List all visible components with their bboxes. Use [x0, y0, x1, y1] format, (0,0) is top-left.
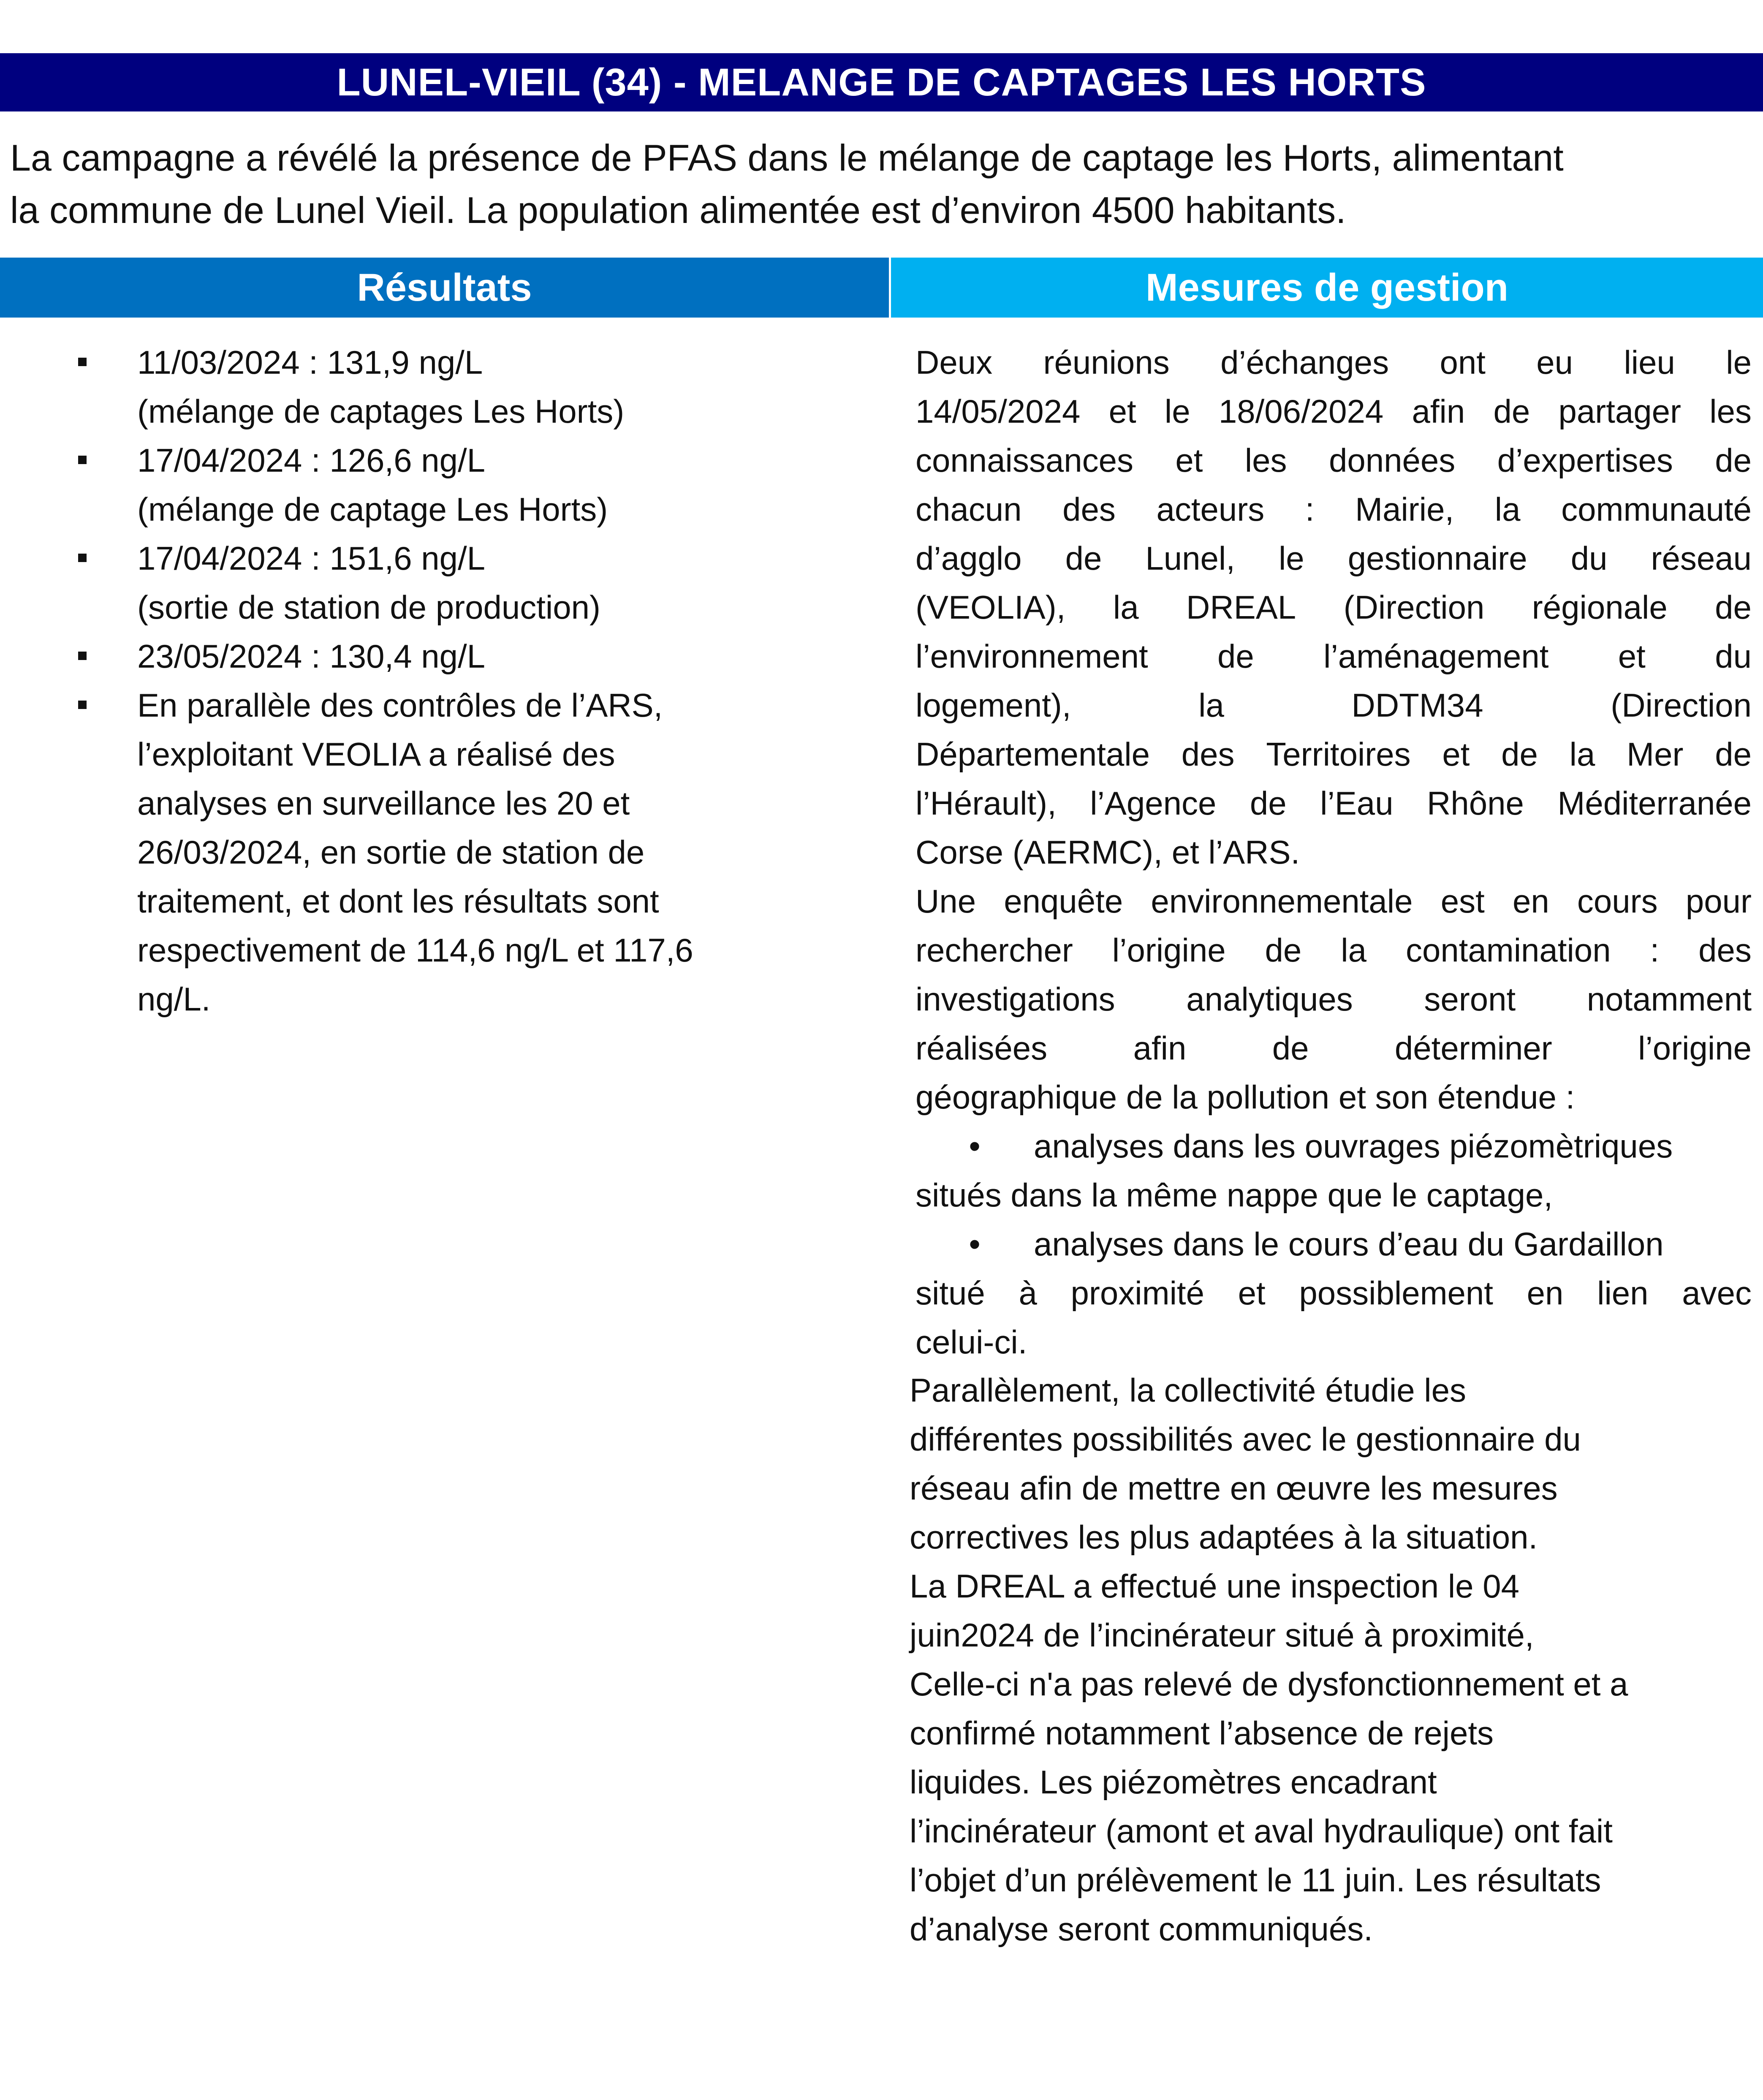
- dot-bullet-icon: •: [969, 1225, 981, 1263]
- result-line: 17/04/2024 : 126,6 ng/L: [137, 442, 486, 479]
- measure-bullet: [915, 1220, 1752, 1269]
- result-line: (mélange de captage Les Horts): [137, 491, 608, 528]
- measures-line: d’analyse seront communiqués.: [910, 1910, 1373, 1948]
- section-title: LUNEL-VIEIL (34) - MELANGE DE CAPTAGES LES HORTS: [0, 53, 1763, 111]
- result-item: [68, 534, 811, 632]
- measures-line: juin2024 de l’incinérateur situé à proximité,: [910, 1616, 1534, 1654]
- measures-line: connaissances et les données d’expertises de: [915, 442, 1752, 479]
- result-item: [68, 681, 811, 1024]
- result-item: [68, 436, 811, 534]
- measures-text-continued: [910, 1366, 1754, 1953]
- measures-line: l’Hérault), l’Agence de l’Eau Rhône Méditerranée: [915, 785, 1752, 822]
- square-bullet-icon: [78, 554, 87, 562]
- square-bullet-icon: [78, 701, 87, 709]
- result-line: respectivement de 114,6 ng/L et 117,6: [137, 932, 693, 969]
- intro-line: la commune de Lunel Vieil. La population alimentée est d’environ 4500 habitants.: [10, 189, 1346, 231]
- measures-line: Celle-ci n'a pas relevé de dysfonctionnement et a: [910, 1665, 1628, 1703]
- measures-line: La DREAL a effectué une inspection le 04: [910, 1568, 1519, 1605]
- measures-line: celui-ci.: [915, 1323, 1027, 1361]
- result-line: l’exploitant VEOLIA a réalisé des: [137, 736, 615, 773]
- measures-line: différentes possibilités avec le gestionnaire du: [910, 1421, 1581, 1458]
- measures-line: Deux réunions d’échanges ont eu lieu le: [915, 344, 1752, 381]
- square-bullet-icon: [78, 652, 87, 660]
- measures-line: réseau afin de mettre en œuvre les mesures: [910, 1470, 1558, 1507]
- measures-line: investigations analytiques seront notamment: [915, 981, 1752, 1018]
- result-line: traitement, et dont les résultats sont: [137, 883, 659, 920]
- square-bullet-icon: [78, 358, 87, 366]
- result-item: [68, 632, 811, 681]
- measures-text: [915, 338, 1752, 1366]
- measures-header: Mesures de gestion: [891, 258, 1763, 318]
- measures-line: d’agglo de Lunel, le gestionnaire du réseau: [915, 540, 1752, 577]
- measure-bullet-text: analyses dans les ouvrages piézomètriques: [1034, 1127, 1673, 1165]
- measures-line: correctives les plus adaptées à la situation.: [910, 1519, 1538, 1556]
- result-line: analyses en surveillance les 20 et: [137, 785, 630, 822]
- result-line: ng/L.: [137, 981, 211, 1018]
- result-item: [68, 338, 811, 436]
- intro-line: La campagne a révélé la présence de PFAS dans le mélange de captage les Horts, alimentant: [10, 137, 1564, 179]
- measures-line: l’environnement de l’aménagement et du: [915, 638, 1752, 675]
- measure-bullet-text: analyses dans le cours d’eau du Gardaillon: [1034, 1225, 1664, 1263]
- measures-line: 14/05/2024 et le 18/06/2024 afin de partager les: [915, 393, 1752, 430]
- measures-line: géographique de la pollution et son étendue :: [915, 1079, 1575, 1116]
- measures-line: (VEOLIA), la DREAL (Direction régionale de: [915, 589, 1752, 626]
- measures-line: confirmé notamment l’absence de rejets: [910, 1714, 1494, 1752]
- result-line: 23/05/2024 : 130,4 ng/L: [137, 638, 486, 675]
- result-line: 26/03/2024, en sortie de station de: [137, 834, 645, 871]
- results-header: Résultats: [0, 258, 889, 318]
- result-line: (mélange de captages Les Horts): [137, 393, 625, 430]
- dot-bullet-icon: •: [969, 1127, 981, 1165]
- square-bullet-icon: [78, 456, 87, 464]
- measures-line: situé à proximité et possiblement en lien avec: [915, 1274, 1752, 1312]
- results-list: [68, 338, 811, 1024]
- measure-bullet: [915, 1122, 1752, 1171]
- measures-line: liquides. Les piézomètres encadrant: [910, 1763, 1437, 1801]
- measures-line: Une enquête environnementale est en cours pour: [915, 883, 1752, 920]
- measures-line: Départementale des Territoires et de la Mer de: [915, 736, 1752, 773]
- measures-line: l’incinérateur (amont et aval hydraulique) ont fait: [910, 1812, 1613, 1850]
- measures-line: rechercher l’origine de la contamination : des: [915, 932, 1752, 969]
- result-line: (sortie de station de production): [137, 589, 600, 626]
- measures-line: Corse (AERMC), et l’ARS.: [915, 834, 1300, 871]
- measures-line: situés dans la même nappe que le captage,: [915, 1176, 1553, 1214]
- result-line: En parallèle des contrôles de l’ARS,: [137, 687, 663, 724]
- measures-line: chacun des acteurs : Mairie, la communauté: [915, 491, 1752, 528]
- result-line: 11/03/2024 : 131,9 ng/L: [137, 344, 483, 381]
- result-line: 17/04/2024 : 151,6 ng/L: [137, 540, 486, 577]
- measures-line: logement), la DDTM34 (Direction: [915, 687, 1752, 724]
- measures-line: réalisées afin de déterminer l’origine: [915, 1030, 1752, 1067]
- measures-line: Parallèlement, la collectivité étudie les: [910, 1372, 1467, 1409]
- intro-paragraph: [10, 132, 1750, 236]
- measures-line: l’objet d’un prélèvement le 11 juin. Les résultats: [910, 1861, 1601, 1899]
